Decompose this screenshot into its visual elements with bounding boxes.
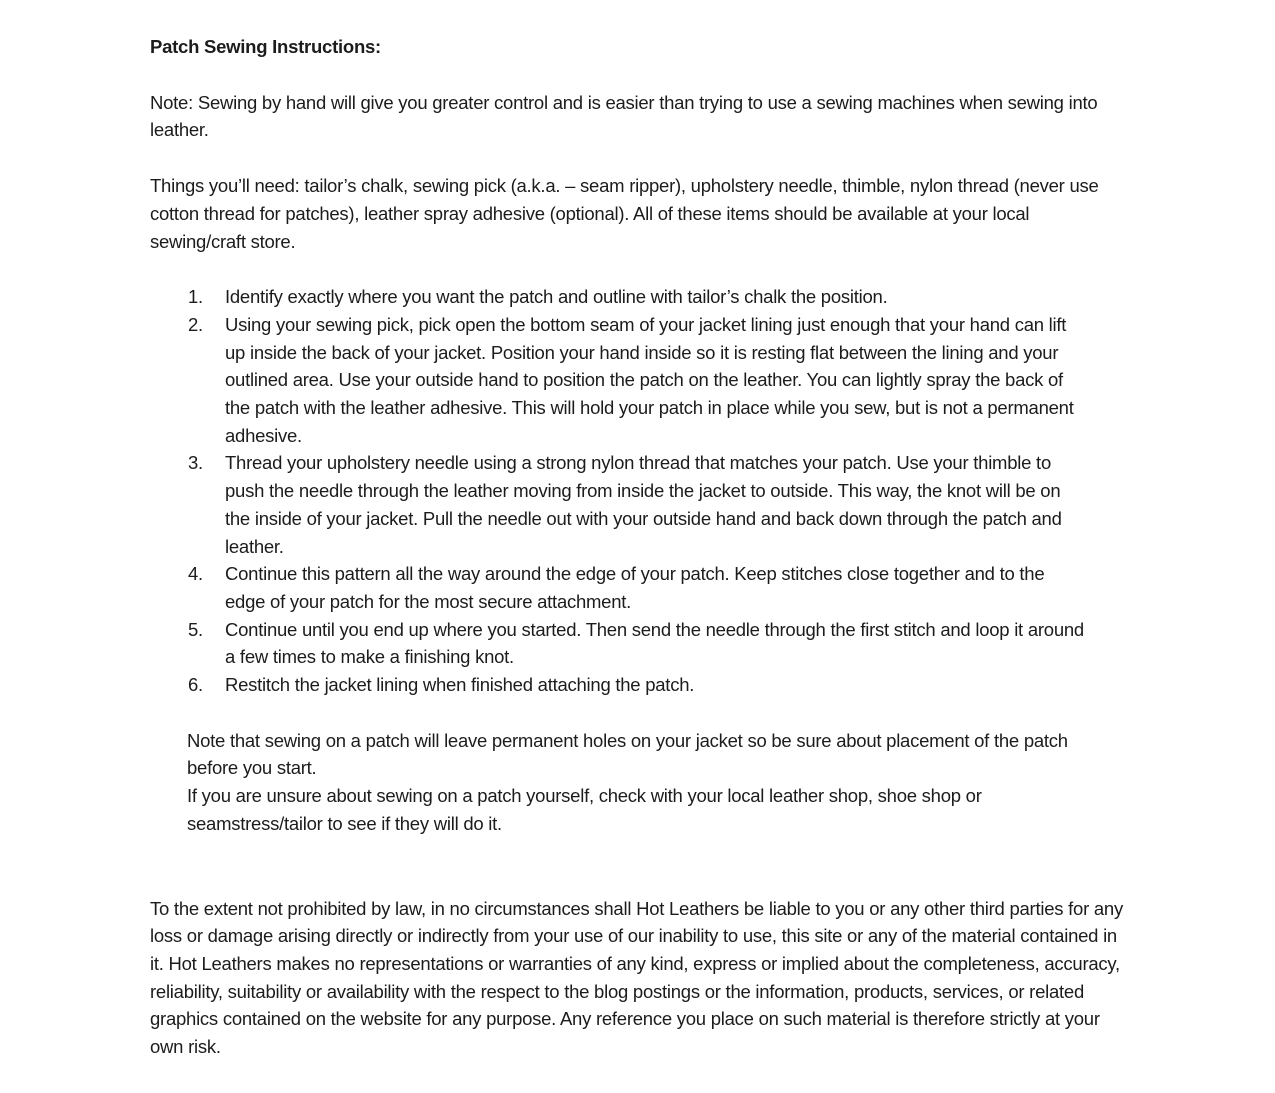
list-item (188, 283, 1125, 311)
list-item (188, 616, 1125, 671)
list-item-number: 4. (188, 563, 203, 585)
list-item-text: Continue this pattern all the way around the edge of your patch. Keep stitches close together and to the edge of your patch for the most secure attachment. (225, 563, 1045, 612)
list-item-number: 5. (188, 618, 203, 640)
page-title: Patch Sewing Instructions: (150, 36, 381, 57)
list-item-number: 2. (188, 313, 203, 335)
placement-note-paragraph: Note that sewing on a patch will leave permanent holes on your jacket so be sure about placement of the patch before you start. (187, 729, 1068, 779)
list-item-text: Restitch the jacket lining when finished attaching the patch. (225, 674, 695, 696)
list-item-text: Thread your upholstery needle using a strong nylon thread that matches your patch. Use your thimble to push the needle through the leather moving from inside the jacket to outside. This way, the knot will be on the inside of your jacket. Pull the needle out with your outside hand and back down through the patch and leather. (225, 452, 1062, 557)
legal-disclaimer-paragraph: To the extent not prohibited by law, in no circumstances shall Hot Leathers be liable to you or any other third parties for any loss or damage arising directly or indirectly from your use of our inability to use, this site or any of the material contained in it. Hot Leathers makes no representations or warranties of any kind, express or implied about the completeness, accuracy, reliability, suitability or availability with the respect to the blog postings or the information, products, services, or related graphics contained on the website for any purpose. Any reference you place on such material is therefore strictly at your own risk. (150, 897, 1123, 1058)
list-item (188, 449, 1125, 560)
list-item-text: Using your sewing pick, pick open the bottom seam of your jacket lining just enough that your hand can lift up inside the back of your jacket. Position your hand inside so it is resting flat between the lining and your outlined area. Use your outside hand to position the patch on the leather. You can lightly spray the back of the patch with the leather adhesive. This will hold your patch in place while you sew, but is not a permanent adhesive. (225, 313, 1074, 446)
note-paragraph: Note: Sewing by hand will give you greater control and is easier than trying to use a sewing machines when sewing into leather. (150, 91, 1098, 141)
list-item-text: Identify exactly where you want the patch and outline with tailor’s chalk the position. (225, 286, 888, 308)
list-item (188, 311, 1125, 450)
list-item (188, 560, 1125, 615)
instruction-steps-list (188, 283, 1125, 699)
document-content (150, 33, 1125, 1061)
list-item-number: 3. (188, 452, 203, 474)
closing-notes (187, 727, 1119, 838)
things-needed-paragraph: Things you’ll need: tailor’s chalk, sewing pick (a.k.a. – seam ripper), upholstery needle, thimble, nylon thread (never use cotton thread for patches), leather spray adhesive (optional). All of these items should be available at your local sewing/craft store. (150, 175, 1099, 252)
list-item-number: 6. (188, 674, 203, 696)
list-item (188, 671, 1125, 699)
list-item-text: Continue until you end up where you started. Then send the needle through the first stitch and loop it around a few times to make a finishing knot. (225, 618, 1084, 668)
list-item-number: 1. (188, 286, 203, 308)
unsure-note-paragraph: If you are unsure about sewing on a patch yourself, check with your local leather shop, shoe shop or seamstress/tailor to see if they will do it. (187, 785, 982, 834)
